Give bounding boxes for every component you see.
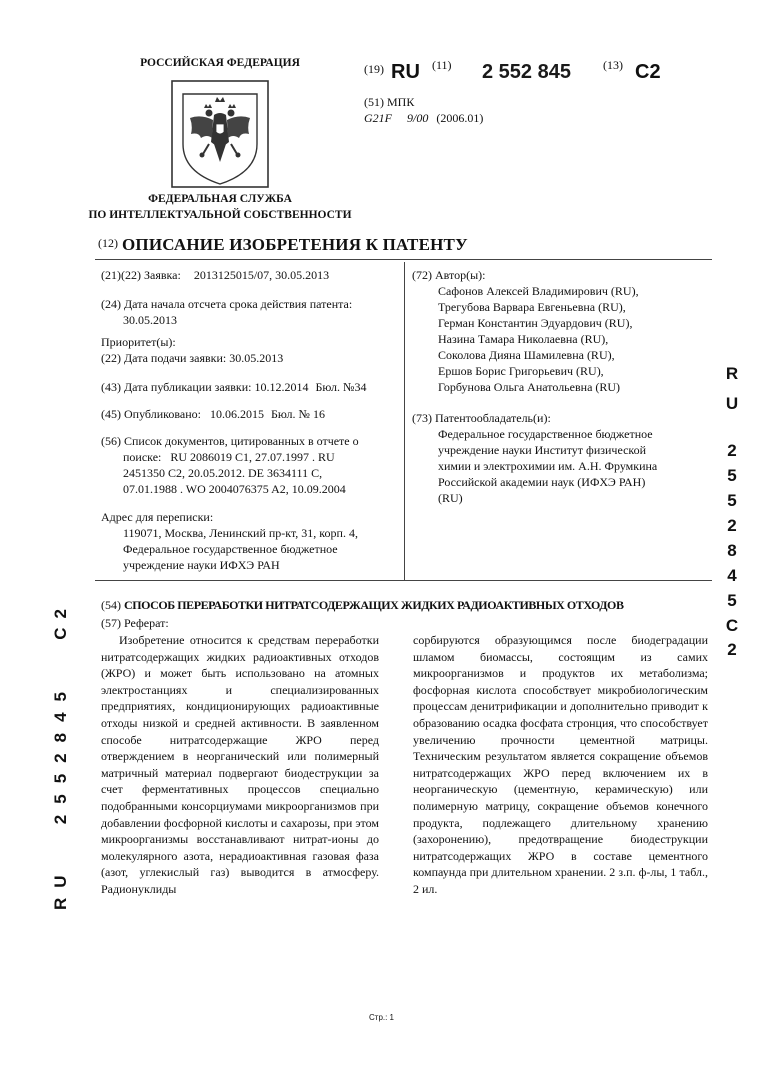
document-title [98,235,468,255]
side-label-right-number [721,442,743,610]
refs-line3: 2451350 C2, 20.05.2012. DE 3634111 C, [123,466,323,480]
patent-number: 2 552 845 [482,61,571,83]
code-11: (11) [432,58,452,72]
application-value: 2013125015/07, 30.05.2013 [193,268,330,282]
side-char: U [725,394,739,413]
holder-line: Федеральное государственное бюджетное [438,427,653,441]
priority-field [101,334,401,366]
address-line3: учреждение науки ИФХЭ РАН [123,558,280,572]
refs-line4: 07.01.1988 . WO 2004076375 A2, 10.09.2004 [123,482,346,496]
column-divider [404,262,405,580]
ipc-version: (2006.01) [436,111,484,125]
side-char: 2 [727,516,737,535]
agency-name-line2: ПО ИНТЕЛЛЕКТУАЛЬНОЙ СОБСТВЕННОСТИ [88,209,352,221]
term-start-label: (24) Дата начала отсчета срока действия патента: [101,297,353,311]
address-field [101,509,401,573]
holder-line: (RU) [438,491,463,505]
authors-label: (72) Автор(ы): [412,268,486,282]
mpk-label: МПК [387,95,415,109]
side-left-kind: C2 [51,600,70,640]
author-item: Назина Тамара Николаевна (RU), [438,332,609,346]
side-char: 8 [727,541,737,560]
pub-bulletin: Бюл. №34 [315,380,367,394]
application-field [101,267,401,283]
ipc-line [364,110,483,126]
pub-label: (43) Дата публикации заявки: [101,380,252,394]
side-label-right-ru [721,365,743,413]
side-char: 5 [727,591,737,610]
country-name: РОССИЙСКАЯ ФЕДЕРАЦИЯ [140,57,300,69]
holder-line: Российской академии наук (ИФХЭ РАН) [438,475,646,489]
abstract-label: Реферат: [124,616,169,630]
author-item: Соколова Дияна Шамилевна (RU), [438,348,615,362]
code-57: (57) [101,616,121,630]
address-line1: 119071, Москва, Ленинский пр-кт, 31, корп. 4, [123,526,358,540]
published-bulletin: Бюл. № 16 [270,407,325,421]
country-code-ru: RU [391,61,420,83]
kind-code: C2 [635,61,661,83]
address-label: Адрес для переписки: [101,510,214,524]
abstract-header [101,615,169,631]
code-54: (54) [101,598,121,612]
holder-line: учреждение науки Институт физической [438,443,647,457]
pub-value: 10.12.2014 [254,380,309,394]
application-label: (21)(22) Заявка: [101,268,181,282]
title-text: ОПИСАНИЕ ИЗОБРЕТЕНИЯ К ПАТЕНТУ [122,235,468,254]
code-13: (13) [603,58,623,72]
author-item: Ершов Борис Григорьевич (RU), [438,364,604,378]
invention-title [101,598,721,613]
author-item: Горбунова Ольга Анатольевна (RU) [438,380,621,394]
mpk-line [364,94,414,110]
abstract-right-text: сорбируются образующимся после биодеградации шламом биомассы, состоящим из самих микроорганизмов и продуктов их метаболизма; фосфорная кислота способствует микробиологическим процессам денитрификации и дополнительно приводит к образованию осадка фосфата стронция, что способствует увеличению прочности цементной матрицы. Техническим результатом является сокращение объемов нитратсодержащих ЖРО перед включением их в неорганическую (цементную, керамическую) или полимерную матрицу, сокращение объемов конечного продукта, подлежащего длительному хранению (захоронению), предотвращение биодеструкции нитратсодержащих ЖРО в составе цементного компаунда при длительном хранении. 2 з.п. ф-лы, 1 табл., 2 ил. [413,633,708,896]
priority-label: Приоритет(ы): [101,335,176,349]
title-divider [95,259,712,260]
side-char: 5 [727,491,737,510]
side-left-ru: RU [51,865,70,910]
side-char: 2 [727,441,737,460]
side-char: R [725,364,739,383]
author-item: Трегубова Варвара Евгеньевна (RU), [438,300,626,314]
invention-title-text: СПОСОБ ПЕРЕРАБОТКИ НИТРАТСОДЕРЖАЩИХ ЖИДКИХ РАДИОАКТИВНЫХ ОТХОДОВ [124,598,624,612]
filing-value: 30.05.2013 [229,351,284,365]
refs-line2-text: RU 2086019 C1, 27.07.1997 . RU [170,450,335,464]
double-headed-eagle-icon [171,80,269,188]
term-start-value: 30.05.2013 [123,313,177,327]
side-char: C [725,616,739,635]
holder-label: (73) Патентообладатель(и): [412,411,551,425]
side-char: 5 [727,466,737,485]
abstract-right-column [413,632,708,898]
page-number: Стр.: 1 [369,1013,395,1022]
coat-of-arms-emblem [171,80,269,188]
fields-bottom-divider [95,580,712,581]
holder-list [412,426,702,506]
code-19: (19) [364,62,384,76]
agency-name-line1: ФЕДЕРАЛЬНАЯ СЛУЖБА [148,193,292,205]
authors-field [412,267,702,395]
author-item: Сафонов Алексей Владимирович (RU), [438,284,639,298]
publication-field [101,379,401,395]
side-char: 4 [727,566,737,585]
term-start-field [101,296,401,328]
refs-line2-prefix: поиске: [123,450,162,464]
ipc-class: G21F [364,111,392,125]
references-field [101,433,401,497]
patent-number-line [364,57,684,87]
published-label: (45) Опубликовано: [101,407,201,421]
side-label-left [50,600,72,910]
abstract-left-text: Изобретение относится к средствам переработки нитратсодержащих жидких радиоактивных отходов (ЖРО) и может быть использовано на атомных электростанциях и специализированных предприятиях, кондиционирующих радиоактивные отходы низкой и средней активности. В заявленном способе нитратсодержащие ЖРО перед отверждением в неорганический или полимерный матричный материал подвергают биодеструкции за счет ферментативных процессов специально подобранными консорциумами микроорганизмов при добавлении фосфорной кислоты и сахарозы, при этом микроорганизмы восстанавливают нитрат-ионы до молекулярного азота, нерадиоактивная газовая фаза (азот, углекислый газ) выводится в атмосферу. Радионуклиды [101,633,379,896]
side-left-number: 2552845 [51,681,70,825]
authors-list [412,283,702,395]
address-line2: Федеральное государственное бюджетное [123,542,338,556]
side-char: 2 [727,640,737,659]
refs-label: (56) Список документов, цитированных в отчете о [101,434,359,448]
author-item: Герман Константин Эдуардович (RU), [438,316,633,330]
mpk-code: (51) [364,95,384,109]
published-field [101,406,401,422]
ipc-group: 9/00 [407,111,429,125]
abstract-left-column [101,632,379,898]
title-code: (12) [98,236,118,250]
side-label-right-kind [721,617,743,659]
side-label-left-text [50,600,72,910]
holder-line: химии и электрохимии им. А.Н. Фрумкина [438,459,658,473]
holder-field [412,410,702,506]
filing-date-line [101,350,401,366]
refs-line2 [101,449,401,465]
published-value: 10.06.2015 [209,407,264,421]
filing-label: (22) Дата подачи заявки: [101,351,227,365]
